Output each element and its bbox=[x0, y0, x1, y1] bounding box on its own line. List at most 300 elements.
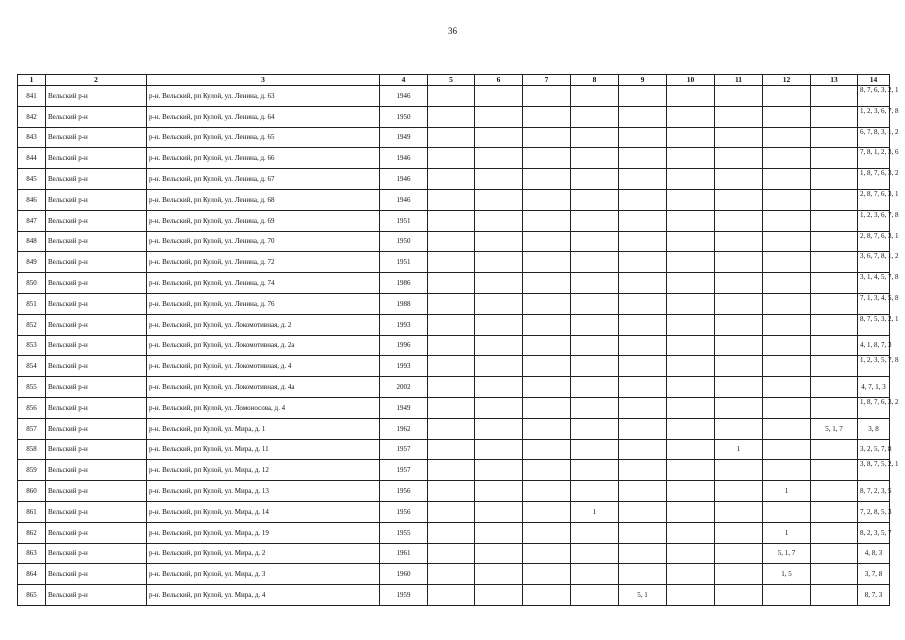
col14-cell: 4, 7, 1, 3 bbox=[858, 377, 890, 398]
col11-cell bbox=[715, 501, 763, 522]
col12-cell bbox=[763, 314, 811, 335]
col10-cell bbox=[667, 231, 715, 252]
row-number: 853 bbox=[18, 335, 46, 356]
col12-cell bbox=[763, 460, 811, 481]
address-cell: р-н. Вельский, рп Кулой, ул. Ломоносова, д. 4 bbox=[147, 397, 380, 418]
district-cell: Вельский р-н bbox=[46, 314, 147, 335]
year-cell: 1996 bbox=[380, 335, 428, 356]
col13-cell bbox=[811, 335, 858, 356]
col9-cell bbox=[619, 564, 667, 585]
col13-cell bbox=[811, 543, 858, 564]
col8-cell bbox=[571, 522, 619, 543]
col10-cell bbox=[667, 522, 715, 543]
row-number: 847 bbox=[18, 210, 46, 231]
year-cell: 1946 bbox=[380, 86, 428, 107]
col12-cell bbox=[763, 127, 811, 148]
table-row bbox=[18, 148, 890, 169]
year-cell: 1986 bbox=[380, 273, 428, 294]
col9-cell bbox=[619, 293, 667, 314]
col14-cell: 1, 2, 3, 6, 7, 8 bbox=[858, 106, 890, 127]
year-cell: 1949 bbox=[380, 127, 428, 148]
col6-cell bbox=[475, 252, 523, 273]
col5-cell bbox=[428, 377, 475, 398]
col10-cell bbox=[667, 481, 715, 502]
col6-cell bbox=[475, 314, 523, 335]
col11-cell bbox=[715, 522, 763, 543]
address-cell: р-н. Вельский, рп Кулой, ул. Мира, д. 12 bbox=[147, 460, 380, 481]
address-cell: р-н. Вельский, рп Кулой, ул. Мира, д. 3 bbox=[147, 564, 380, 585]
address-cell: р-н. Вельский, рп Кулой, ул. Мира, д. 2 bbox=[147, 543, 380, 564]
col8-cell bbox=[571, 439, 619, 460]
col7-cell bbox=[523, 169, 571, 190]
col9-cell bbox=[619, 460, 667, 481]
col8-cell bbox=[571, 335, 619, 356]
col7-cell bbox=[523, 335, 571, 356]
table-header-row bbox=[18, 75, 890, 86]
address-cell: р-н. Вельский, рп Кулой, ул. Локомотивная, д. 4 bbox=[147, 356, 380, 377]
district-cell: Вельский р-н bbox=[46, 210, 147, 231]
address-cell: р-н. Вельский, рп Кулой, ул. Ленина, д. 76 bbox=[147, 293, 380, 314]
col11-cell bbox=[715, 273, 763, 294]
year-cell: 1957 bbox=[380, 460, 428, 481]
district-cell: Вельский р-н bbox=[46, 86, 147, 107]
col6-cell bbox=[475, 439, 523, 460]
col9-cell bbox=[619, 231, 667, 252]
district-cell: Вельский р-н bbox=[46, 564, 147, 585]
table-row bbox=[18, 418, 890, 439]
year-cell: 1949 bbox=[380, 397, 428, 418]
col7-cell bbox=[523, 585, 571, 606]
col6-cell bbox=[475, 481, 523, 502]
table-body bbox=[18, 86, 899, 606]
col7-cell bbox=[523, 273, 571, 294]
table-row bbox=[18, 252, 890, 273]
col7-cell bbox=[523, 522, 571, 543]
row-number: 844 bbox=[18, 148, 46, 169]
col6-cell bbox=[475, 169, 523, 190]
col7-cell bbox=[523, 564, 571, 585]
col10-cell bbox=[667, 356, 715, 377]
col11-cell bbox=[715, 543, 763, 564]
table-row bbox=[18, 293, 890, 314]
district-cell: Вельский р-н bbox=[46, 148, 147, 169]
col5-cell bbox=[428, 293, 475, 314]
col10-cell bbox=[667, 397, 715, 418]
table-row bbox=[18, 397, 890, 418]
address-cell: р-н. Вельский, рп Кулой, ул. Ленина, д. 67 bbox=[147, 169, 380, 190]
col10-cell bbox=[667, 418, 715, 439]
table-row bbox=[18, 543, 890, 564]
col6-cell bbox=[475, 356, 523, 377]
col6-cell bbox=[475, 293, 523, 314]
col14-cell: 4, 8, 3 bbox=[858, 543, 890, 564]
col8-cell bbox=[571, 210, 619, 231]
district-cell: Вельский р-н bbox=[46, 377, 147, 398]
col8-cell bbox=[571, 86, 619, 107]
address-cell: р-н. Вельский, рп Кулой, ул. Ленина, д. 69 bbox=[147, 210, 380, 231]
col13-cell bbox=[811, 189, 858, 210]
column-header-3: 3 bbox=[147, 75, 380, 86]
col5-cell bbox=[428, 481, 475, 502]
col13-cell bbox=[811, 86, 858, 107]
col11-cell bbox=[715, 335, 763, 356]
row-number: 843 bbox=[18, 127, 46, 148]
col14-cell: 1, 8, 7, 6, 3, 2 bbox=[858, 397, 890, 418]
col13-cell bbox=[811, 501, 858, 522]
col8-cell bbox=[571, 231, 619, 252]
col10-cell bbox=[667, 293, 715, 314]
col11-cell bbox=[715, 293, 763, 314]
col11-cell bbox=[715, 148, 763, 169]
col5-cell bbox=[428, 252, 475, 273]
table-row bbox=[18, 377, 890, 398]
col9-cell bbox=[619, 377, 667, 398]
col5-cell bbox=[428, 397, 475, 418]
col5-cell bbox=[428, 439, 475, 460]
col13-cell bbox=[811, 377, 858, 398]
col7-cell bbox=[523, 148, 571, 169]
col8-cell bbox=[571, 273, 619, 294]
year-cell: 1961 bbox=[380, 543, 428, 564]
col6-cell bbox=[475, 522, 523, 543]
col6-cell bbox=[475, 543, 523, 564]
col12-cell bbox=[763, 252, 811, 273]
col14-cell: 2, 8, 7, 6, 3, 1 bbox=[858, 189, 890, 210]
col12-cell bbox=[763, 377, 811, 398]
column-header-14: 14 bbox=[858, 75, 890, 86]
col6-cell bbox=[475, 377, 523, 398]
table-row bbox=[18, 439, 890, 460]
address-cell: р-н. Вельский, рп Кулой, ул. Мира, д. 1 bbox=[147, 418, 380, 439]
col14-cell: 7, 2, 8, 5, 3 bbox=[858, 501, 890, 522]
district-cell: Вельский р-н bbox=[46, 169, 147, 190]
col6-cell bbox=[475, 148, 523, 169]
table-row bbox=[18, 273, 890, 294]
col10-cell bbox=[667, 543, 715, 564]
address-cell: р-н. Вельский, рп Кулой, ул. Мира, д. 14 bbox=[147, 501, 380, 522]
col12-cell bbox=[763, 585, 811, 606]
col10-cell bbox=[667, 127, 715, 148]
col14-cell: 1, 8, 7, 6, 3, 2 bbox=[858, 169, 890, 190]
address-cell: р-н. Вельский, рп Кулой, ул. Мира, д. 19 bbox=[147, 522, 380, 543]
col5-cell bbox=[428, 127, 475, 148]
col10-cell bbox=[667, 252, 715, 273]
col5-cell bbox=[428, 564, 475, 585]
row-number: 845 bbox=[18, 169, 46, 190]
row-number: 864 bbox=[18, 564, 46, 585]
col7-cell bbox=[523, 210, 571, 231]
row-number: 857 bbox=[18, 418, 46, 439]
col6-cell bbox=[475, 189, 523, 210]
year-cell: 1946 bbox=[380, 148, 428, 169]
col8-cell bbox=[571, 564, 619, 585]
col6-cell bbox=[475, 335, 523, 356]
col8-cell bbox=[571, 293, 619, 314]
row-number: 861 bbox=[18, 501, 46, 522]
col7-cell bbox=[523, 397, 571, 418]
col7-cell bbox=[523, 439, 571, 460]
row-number: 852 bbox=[18, 314, 46, 335]
col10-cell bbox=[667, 189, 715, 210]
col8-cell bbox=[571, 314, 619, 335]
address-cell: р-н. Вельский, рп Кулой, ул. Мира, д. 4 bbox=[147, 585, 380, 606]
col5-cell bbox=[428, 501, 475, 522]
address-cell: р-н. Вельский, рп Кулой, ул. Локомотивная, д. 2 bbox=[147, 314, 380, 335]
col10-cell bbox=[667, 314, 715, 335]
col10-cell bbox=[667, 210, 715, 231]
col13-cell: 5, 1, 7 bbox=[811, 418, 858, 439]
year-cell: 1956 bbox=[380, 481, 428, 502]
col9-cell bbox=[619, 106, 667, 127]
col12-cell bbox=[763, 439, 811, 460]
col13-cell bbox=[811, 231, 858, 252]
col13-cell bbox=[811, 481, 858, 502]
year-cell: 1993 bbox=[380, 356, 428, 377]
col13-cell bbox=[811, 439, 858, 460]
district-cell: Вельский р-н bbox=[46, 397, 147, 418]
col6-cell bbox=[475, 231, 523, 252]
row-number: 862 bbox=[18, 522, 46, 543]
col8-cell bbox=[571, 543, 619, 564]
col5-cell bbox=[428, 273, 475, 294]
col11-cell bbox=[715, 231, 763, 252]
column-header-1: 1 bbox=[18, 75, 46, 86]
col11-cell bbox=[715, 418, 763, 439]
col10-cell bbox=[667, 106, 715, 127]
col13-cell bbox=[811, 252, 858, 273]
col6-cell bbox=[475, 460, 523, 481]
col12-cell bbox=[763, 86, 811, 107]
district-cell: Вельский р-н bbox=[46, 356, 147, 377]
col8-cell bbox=[571, 377, 619, 398]
district-cell: Вельский р-н bbox=[46, 189, 147, 210]
col9-cell bbox=[619, 127, 667, 148]
year-cell: 1951 bbox=[380, 210, 428, 231]
col9-cell: 5, 1 bbox=[619, 585, 667, 606]
col12-cell bbox=[763, 210, 811, 231]
col13-cell bbox=[811, 273, 858, 294]
table-row bbox=[18, 335, 890, 356]
col6-cell bbox=[475, 564, 523, 585]
address-cell: р-н. Вельский, рп Кулой, ул. Ленина, д. 65 bbox=[147, 127, 380, 148]
address-cell: р-н. Вельский, рп Кулой, ул. Ленина, д. 64 bbox=[147, 106, 380, 127]
district-cell: Вельский р-н bbox=[46, 418, 147, 439]
year-cell: 1955 bbox=[380, 522, 428, 543]
col7-cell bbox=[523, 293, 571, 314]
col11-cell bbox=[715, 210, 763, 231]
col6-cell bbox=[475, 273, 523, 294]
table-row bbox=[18, 169, 890, 190]
column-header-5: 5 bbox=[428, 75, 475, 86]
col5-cell bbox=[428, 356, 475, 377]
row-number: 858 bbox=[18, 439, 46, 460]
col5-cell bbox=[428, 189, 475, 210]
col10-cell bbox=[667, 564, 715, 585]
col7-cell bbox=[523, 501, 571, 522]
district-cell: Вельский р-н bbox=[46, 439, 147, 460]
row-number: 860 bbox=[18, 481, 46, 502]
district-cell: Вельский р-н bbox=[46, 252, 147, 273]
col14-cell: 3, 2, 5, 7, 8 bbox=[858, 439, 890, 460]
col8-cell bbox=[571, 169, 619, 190]
col8-cell bbox=[571, 481, 619, 502]
row-number: 848 bbox=[18, 231, 46, 252]
col13-cell bbox=[811, 293, 858, 314]
col8-cell bbox=[571, 106, 619, 127]
col7-cell bbox=[523, 189, 571, 210]
district-cell: Вельский р-н bbox=[46, 273, 147, 294]
col9-cell bbox=[619, 169, 667, 190]
col9-cell bbox=[619, 252, 667, 273]
col10-cell bbox=[667, 501, 715, 522]
col13-cell bbox=[811, 106, 858, 127]
col13-cell bbox=[811, 314, 858, 335]
col12-cell bbox=[763, 335, 811, 356]
year-cell: 1993 bbox=[380, 314, 428, 335]
col8-cell bbox=[571, 460, 619, 481]
col11-cell bbox=[715, 169, 763, 190]
col12-cell bbox=[763, 148, 811, 169]
year-cell: 1959 bbox=[380, 585, 428, 606]
col14-cell: 2, 8, 7, 6, 3, 1 bbox=[858, 231, 890, 252]
col9-cell bbox=[619, 189, 667, 210]
col12-cell: 1, 5 bbox=[763, 564, 811, 585]
address-cell: р-н. Вельский, рп Кулой, ул. Ленина, д. 72 bbox=[147, 252, 380, 273]
col14-cell: 3, 6, 7, 8, 1, 2 bbox=[858, 252, 890, 273]
district-cell: Вельский р-н bbox=[46, 335, 147, 356]
col11-cell bbox=[715, 377, 763, 398]
col10-cell bbox=[667, 439, 715, 460]
col10-cell bbox=[667, 335, 715, 356]
col12-cell bbox=[763, 397, 811, 418]
col6-cell bbox=[475, 86, 523, 107]
year-cell: 1960 bbox=[380, 564, 428, 585]
col14-cell: 8, 2, 3, 5, 7 bbox=[858, 522, 890, 543]
col7-cell bbox=[523, 418, 571, 439]
district-cell: Вельский р-н bbox=[46, 231, 147, 252]
col8-cell bbox=[571, 252, 619, 273]
col9-cell bbox=[619, 543, 667, 564]
table-row bbox=[18, 189, 890, 210]
district-cell: Вельский р-н bbox=[46, 585, 147, 606]
col12-cell bbox=[763, 169, 811, 190]
col5-cell bbox=[428, 106, 475, 127]
col8-cell bbox=[571, 356, 619, 377]
col7-cell bbox=[523, 231, 571, 252]
col5-cell bbox=[428, 335, 475, 356]
col10-cell bbox=[667, 585, 715, 606]
col14-cell: 8, 7, 2, 3, 5 bbox=[858, 481, 890, 502]
col12-cell bbox=[763, 293, 811, 314]
col9-cell bbox=[619, 397, 667, 418]
col13-cell bbox=[811, 148, 858, 169]
year-cell: 1950 bbox=[380, 106, 428, 127]
col10-cell bbox=[667, 460, 715, 481]
col14-cell: 8, 7, 5, 3, 2, 1 bbox=[858, 314, 890, 335]
col5-cell bbox=[428, 543, 475, 564]
address-cell: р-н. Вельский, рп Кулой, ул. Локомотивная, д. 4а bbox=[147, 377, 380, 398]
page-number: 36 bbox=[448, 26, 457, 36]
col13-cell bbox=[811, 564, 858, 585]
col7-cell bbox=[523, 356, 571, 377]
year-cell: 2002 bbox=[380, 377, 428, 398]
col7-cell bbox=[523, 543, 571, 564]
col9-cell bbox=[619, 356, 667, 377]
row-number: 854 bbox=[18, 356, 46, 377]
col12-cell bbox=[763, 189, 811, 210]
col13-cell bbox=[811, 210, 858, 231]
row-number: 849 bbox=[18, 252, 46, 273]
col10-cell bbox=[667, 377, 715, 398]
col14-cell: 3, 7, 8 bbox=[858, 564, 890, 585]
col9-cell bbox=[619, 314, 667, 335]
table-row bbox=[18, 564, 890, 585]
col9-cell bbox=[619, 439, 667, 460]
col14-cell: 7, 1, 3, 4, 5, 8 bbox=[858, 293, 890, 314]
row-number: 865 bbox=[18, 585, 46, 606]
table-row bbox=[18, 127, 890, 148]
address-cell: р-н. Вельский, рп Кулой, ул. Ленина, д. 66 bbox=[147, 148, 380, 169]
table-row bbox=[18, 356, 890, 377]
col7-cell bbox=[523, 460, 571, 481]
col12-cell bbox=[763, 273, 811, 294]
column-header-6: 6 bbox=[475, 75, 523, 86]
col7-cell bbox=[523, 481, 571, 502]
col11-cell bbox=[715, 127, 763, 148]
row-number: 851 bbox=[18, 293, 46, 314]
row-number: 841 bbox=[18, 86, 46, 107]
table-row bbox=[18, 314, 890, 335]
col13-cell bbox=[811, 397, 858, 418]
district-cell: Вельский р-н bbox=[46, 543, 147, 564]
col9-cell bbox=[619, 522, 667, 543]
table-row bbox=[18, 210, 890, 231]
col9-cell bbox=[619, 86, 667, 107]
col12-cell bbox=[763, 356, 811, 377]
col9-cell bbox=[619, 273, 667, 294]
address-cell: р-н. Вельский, рп Кулой, ул. Мира, д. 11 bbox=[147, 439, 380, 460]
address-cell: р-н. Вельский, рп Кулой, ул. Ленина, д. 70 bbox=[147, 231, 380, 252]
col11-cell bbox=[715, 585, 763, 606]
col5-cell bbox=[428, 86, 475, 107]
col6-cell bbox=[475, 127, 523, 148]
address-cell: р-н. Вельский, рп Кулой, ул. Ленина, д. 63 bbox=[147, 86, 380, 107]
col9-cell bbox=[619, 148, 667, 169]
col7-cell bbox=[523, 106, 571, 127]
col9-cell bbox=[619, 481, 667, 502]
col10-cell bbox=[667, 273, 715, 294]
table-row bbox=[18, 86, 890, 107]
col8-cell bbox=[571, 127, 619, 148]
col14-cell: 1, 2, 3, 6, 7, 8 bbox=[858, 210, 890, 231]
col5-cell bbox=[428, 314, 475, 335]
col5-cell bbox=[428, 585, 475, 606]
year-cell: 1988 bbox=[380, 293, 428, 314]
row-number: 863 bbox=[18, 543, 46, 564]
col10-cell bbox=[667, 148, 715, 169]
col13-cell bbox=[811, 356, 858, 377]
year-cell: 1950 bbox=[380, 231, 428, 252]
district-cell: Вельский р-н bbox=[46, 127, 147, 148]
table-row bbox=[18, 231, 890, 252]
col5-cell bbox=[428, 460, 475, 481]
col10-cell bbox=[667, 169, 715, 190]
col6-cell bbox=[475, 585, 523, 606]
col9-cell bbox=[619, 418, 667, 439]
housing-register-table bbox=[17, 74, 899, 606]
col13-cell bbox=[811, 169, 858, 190]
col14-cell: 4, 1, 8, 7, 3 bbox=[858, 335, 890, 356]
